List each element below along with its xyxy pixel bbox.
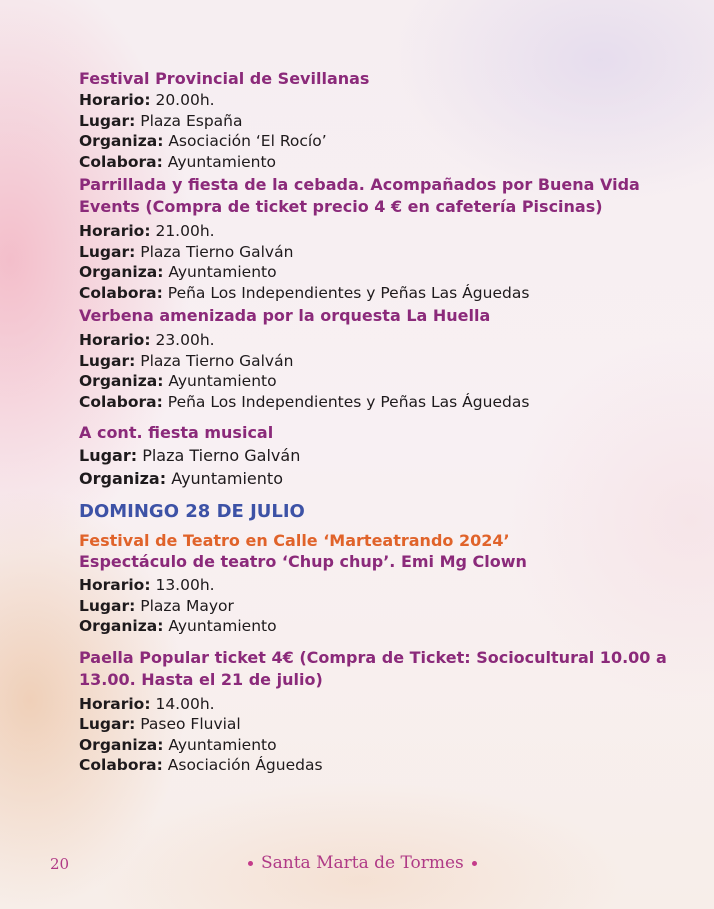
row-label: Colabora:	[79, 152, 163, 171]
row-value: 20.00h.	[150, 91, 215, 109]
row-value: Plaza Mayor	[135, 596, 234, 615]
row-label: Colabora:	[79, 392, 163, 411]
program-content	[79, 68, 679, 778]
row-value: Peña Los Independientes y Peñas Las Águedas	[162, 392, 530, 411]
event-subtitle: Espectáculo de teatro ‘Chup chup’. Emi Mg Clown	[79, 552, 527, 571]
row-value: 23.00h.	[150, 331, 215, 349]
bullet-dot-icon	[472, 861, 477, 866]
row-value: Plaza Tierno Galván	[135, 351, 294, 370]
event-sevillanas	[79, 68, 679, 172]
row-value: 14.00h.	[150, 694, 215, 713]
event-title: Festival Provincial de Sevillanas	[79, 69, 370, 88]
event-row	[79, 444, 679, 467]
event-title: Festival de Teatro en Calle ‘Marteatrando 2024’	[79, 531, 510, 550]
row-label: Lugar:	[79, 596, 136, 615]
event-row	[79, 262, 679, 283]
row-label: Horario:	[79, 222, 151, 240]
row-label: Organiza:	[79, 735, 164, 754]
row-value: Ayuntamiento	[163, 617, 277, 635]
town-name	[240, 853, 485, 873]
event-row	[79, 351, 679, 372]
event-verbena	[79, 305, 679, 412]
row-label: Organiza:	[79, 132, 164, 150]
row-label: Lugar:	[79, 446, 138, 465]
row-value: Plaza Tierno Galván	[135, 242, 294, 261]
event-title: A cont. fiesta musical	[79, 423, 274, 442]
row-label: Horario:	[79, 576, 151, 594]
event-row	[79, 90, 679, 111]
row-label: Lugar:	[79, 111, 136, 130]
page-footer	[0, 852, 714, 878]
event-row	[79, 131, 679, 152]
row-label: Lugar:	[79, 351, 136, 370]
row-value: Paseo Fluvial	[135, 715, 241, 733]
row-value: Ayuntamiento	[166, 469, 283, 488]
event-row	[79, 221, 679, 242]
event-row	[79, 111, 679, 132]
event-parrillada	[79, 174, 679, 303]
event-row	[79, 283, 679, 304]
row-value: Ayuntamiento	[163, 372, 277, 390]
event-row	[79, 616, 679, 637]
row-value: Peña Los Independientes y Peñas Las Águedas	[162, 283, 530, 302]
row-value: Plaza Tierno Galván	[137, 446, 301, 465]
event-row	[79, 392, 679, 413]
bullet-dot-icon	[248, 861, 253, 866]
row-label: Organiza:	[79, 263, 164, 281]
event-row	[79, 694, 679, 715]
row-label: Organiza:	[79, 372, 164, 390]
event-row	[79, 596, 679, 617]
page-number: 20	[50, 855, 70, 873]
row-value: 21.00h.	[150, 222, 215, 240]
row-value: 13.00h.	[150, 576, 215, 594]
event-row	[79, 467, 679, 490]
event-title: Parrillada y fiesta de la cebada. Acompañados por Buena Vida Events (Compra de ticket precio 4 € en cafetería Piscinas)	[79, 175, 640, 216]
event-row	[79, 575, 679, 596]
row-value: Ayuntamiento	[163, 263, 277, 281]
event-row	[79, 152, 679, 173]
event-row	[79, 714, 679, 735]
row-label: Horario:	[79, 331, 151, 349]
row-value: Plaza España	[135, 111, 243, 130]
event-title: Paella Popular ticket 4€ (Compra de Ticket: Sociocultural 10.00 a 13.00. Hasta el 21 de julio)	[79, 647, 667, 689]
event-row	[79, 735, 679, 756]
row-label: Organiza:	[79, 617, 164, 635]
town-label: Santa Marta de Tormes	[261, 853, 464, 873]
row-label: Horario:	[79, 91, 151, 109]
event-row	[79, 330, 679, 351]
row-value: Ayuntamiento	[162, 152, 277, 171]
row-label: Lugar:	[79, 715, 136, 733]
row-label: Organiza:	[79, 469, 167, 488]
event-row	[79, 755, 679, 776]
day-heading: DOMINGO 28 DE JULIO	[79, 501, 305, 522]
row-label: Colabora:	[79, 756, 163, 774]
row-label: Colabora:	[79, 283, 163, 302]
event-row	[79, 371, 679, 392]
row-value: Asociación Águedas	[162, 756, 323, 774]
row-value: Asociación ‘El Rocío’	[163, 132, 327, 150]
event-title: Verbena amenizada por la orquesta La Huella	[79, 306, 491, 325]
row-label: Horario:	[79, 694, 151, 713]
row-value: Ayuntamiento	[163, 735, 277, 754]
event-teatro	[79, 530, 679, 637]
event-row	[79, 242, 679, 263]
event-fiesta-musical	[79, 422, 679, 490]
event-paella	[79, 647, 679, 776]
row-label: Lugar:	[79, 242, 136, 261]
